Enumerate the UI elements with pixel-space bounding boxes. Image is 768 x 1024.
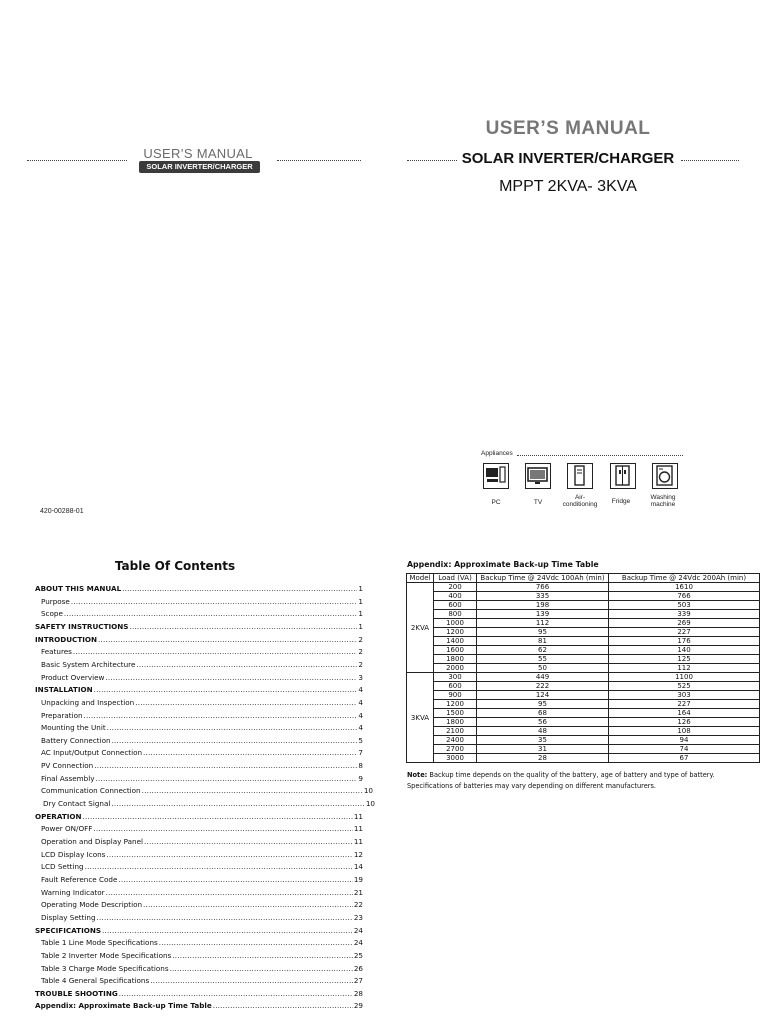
header-backup-100ah: Backup Time @ 24Vdc 100Ah (min) xyxy=(477,574,609,583)
toc-entry-page: 1 xyxy=(358,584,363,593)
toc-entry xyxy=(41,849,363,859)
load-cell: 600 xyxy=(434,682,477,691)
toc-leader-dots xyxy=(106,888,353,897)
backup-100ah-cell: 31 xyxy=(477,745,609,754)
toc-leader-dots xyxy=(98,635,357,644)
appendix-title: Appendix: Approximate Back-up Time Table xyxy=(407,560,599,569)
toc-entry-label: Power ON/OFF xyxy=(41,824,93,834)
toc-leader-dots xyxy=(136,660,357,669)
toc-entry-page: 8 xyxy=(358,761,363,771)
backup-100ah-cell: 55 xyxy=(477,655,609,664)
toc-entry-label: Table 1 Line Mode Specifications xyxy=(41,938,158,948)
tv-icon xyxy=(525,463,551,489)
note-line-2: Specifications of batteries may vary depending on different manufacturers. xyxy=(407,781,657,790)
toc-entry xyxy=(41,659,363,669)
load-cell: 1600 xyxy=(434,646,477,655)
toc-entry xyxy=(41,975,363,985)
backup-200ah-cell: 1610 xyxy=(609,583,760,592)
toc-entry-label: AC Input/Output Connection xyxy=(41,748,143,758)
toc-entry-page: 29 xyxy=(353,1001,363,1011)
table-row xyxy=(407,628,760,637)
toc-entry-label: SAFETY INSTRUCTIONS xyxy=(35,621,129,631)
toc-entry-page: 1 xyxy=(358,596,363,606)
backup-200ah-cell: 108 xyxy=(609,727,760,736)
toc-leader-dots xyxy=(143,748,357,757)
toc-leader-dots xyxy=(107,723,358,732)
backup-100ah-cell: 766 xyxy=(477,583,609,592)
backup-100ah-cell: 68 xyxy=(477,709,609,718)
toc-entry-page: 11 xyxy=(353,824,363,834)
backup-200ah-cell: 126 xyxy=(609,718,760,727)
toc-leader-dots xyxy=(142,786,363,795)
fridge-icon xyxy=(610,463,636,489)
appliance-label-tv: TV xyxy=(533,499,543,506)
toc-leader-dots xyxy=(112,736,358,745)
toc-leader-dots xyxy=(64,609,358,618)
backup-100ah-cell: 139 xyxy=(477,610,609,619)
toc-entry-page: 1 xyxy=(358,609,363,619)
toc-leader-dots xyxy=(73,647,358,656)
backup-200ah-cell: 67 xyxy=(609,754,760,763)
load-cell: 1800 xyxy=(434,718,477,727)
pc-icon xyxy=(483,463,509,489)
toc-entry-label: Battery Connection xyxy=(41,735,111,745)
toc-entry-label: INTRODUCTION xyxy=(35,634,98,644)
toc-entry-page: 24 xyxy=(353,925,363,935)
load-cell: 1200 xyxy=(434,628,477,637)
toc-entry xyxy=(41,672,363,682)
air-conditioner-icon xyxy=(567,463,593,489)
toc-entry-label: Preparation xyxy=(41,710,83,720)
toc-leader-dots xyxy=(93,824,352,833)
toc-leader-dots xyxy=(159,938,353,947)
load-cell: 300 xyxy=(434,673,477,682)
backup-100ah-cell: 95 xyxy=(477,700,609,709)
front-cover-subtitle: SOLAR INVERTER/CHARGER xyxy=(461,150,675,167)
backup-200ah-cell: 339 xyxy=(609,610,760,619)
toc-entry xyxy=(35,634,363,644)
toc-entry xyxy=(41,785,373,795)
toc-entry-label: Operation and Display Panel xyxy=(41,837,144,846)
toc-entry-page: 24 xyxy=(353,938,363,948)
toc-entry-label: Product Overview xyxy=(41,672,105,682)
toc-entry xyxy=(41,874,363,884)
backup-100ah-cell: 335 xyxy=(477,592,609,601)
backup-100ah-cell: 35 xyxy=(477,736,609,745)
toc-entry xyxy=(35,925,363,935)
toc-leader-dots xyxy=(119,989,353,998)
table-row xyxy=(407,691,760,700)
backup-100ah-cell: 56 xyxy=(477,718,609,727)
toc-entry-page: 10 xyxy=(363,786,373,796)
backup-100ah-cell: 62 xyxy=(477,646,609,655)
backup-100ah-cell: 112 xyxy=(477,619,609,628)
appliance-label-air-conditioning: Air- conditioning xyxy=(562,494,598,508)
toc-entry-page: 21 xyxy=(353,887,363,897)
table-row xyxy=(407,682,760,691)
backup-200ah-cell: 525 xyxy=(609,682,760,691)
toc-entry xyxy=(41,608,363,618)
backup-200ah-cell: 227 xyxy=(609,628,760,637)
model-cell: 2KVA xyxy=(407,583,434,673)
appendix-note xyxy=(407,770,757,791)
toc-entry xyxy=(41,861,363,871)
load-cell: 2100 xyxy=(434,727,477,736)
toc-entry xyxy=(41,747,363,757)
table-row xyxy=(407,592,760,601)
toc-entry-label: LCD Display Icons xyxy=(41,849,106,859)
toc-entry xyxy=(35,988,363,998)
load-cell: 1400 xyxy=(434,637,477,646)
backup-200ah-cell: 74 xyxy=(609,745,760,754)
toc-entry-label: Final Assembly xyxy=(41,773,95,783)
toc-entry-page: 11 xyxy=(353,837,363,846)
front-cover-right-rule xyxy=(681,160,739,161)
toc-leader-dots xyxy=(96,774,358,783)
backup-100ah-cell: 48 xyxy=(477,727,609,736)
toc-entry-page: 27 xyxy=(353,976,363,986)
toc-leader-dots xyxy=(122,584,357,593)
backup-200ah-cell: 766 xyxy=(609,592,760,601)
toc-entry-label: Purpose xyxy=(41,596,70,606)
backup-100ah-cell: 50 xyxy=(477,664,609,673)
toc-entry-label: Fault Reference Code xyxy=(41,874,118,884)
toc-leader-dots xyxy=(84,711,358,720)
backup-100ah-cell: 95 xyxy=(477,628,609,637)
toc-leader-dots xyxy=(143,900,353,909)
toc-entry-label: Features xyxy=(41,647,72,657)
backup-200ah-cell: 94 xyxy=(609,736,760,745)
table-row xyxy=(407,709,760,718)
backup-100ah-cell: 124 xyxy=(477,691,609,700)
toc-entry-page: 14 xyxy=(353,862,363,872)
toc-entry xyxy=(41,596,363,606)
toc-leader-dots xyxy=(135,698,357,707)
toc-entry xyxy=(35,583,363,593)
washing-machine-icon xyxy=(652,463,678,489)
toc-entry xyxy=(41,760,363,770)
toc-leader-dots xyxy=(105,673,357,682)
toc-entry-label: Table 4 General Specifications xyxy=(41,976,150,986)
toc-entry-label: Basic System Architecture xyxy=(41,659,136,669)
load-cell: 1800 xyxy=(434,655,477,664)
toc-entry xyxy=(41,735,363,745)
toc-entry-page: 28 xyxy=(353,988,363,998)
header-backup-200ah: Backup Time @ 24Vdc 200Ah (min) xyxy=(609,574,760,583)
toc-entry xyxy=(35,811,363,821)
toc-entry-label: TROUBLE SHOOTING xyxy=(35,988,118,998)
toc-entry xyxy=(41,823,363,833)
table-row xyxy=(407,619,760,628)
toc-entry-page: 4 xyxy=(358,723,363,733)
backup-200ah-cell: 112 xyxy=(609,664,760,673)
table-row xyxy=(407,673,760,682)
load-cell: 600 xyxy=(434,601,477,610)
load-cell: 400 xyxy=(434,592,477,601)
appliance-label-washing-machine: Washing machine xyxy=(650,494,676,508)
load-cell: 3000 xyxy=(434,754,477,763)
toc-entry-label: Communication Connection xyxy=(41,786,141,796)
toc-entry-label: OPERATION xyxy=(35,811,82,821)
toc-entry-page: 2 xyxy=(358,647,363,657)
toc-entry-page: 25 xyxy=(353,950,363,960)
toc-entry-page: 26 xyxy=(353,963,363,973)
backup-200ah-cell: 1100 xyxy=(609,673,760,682)
backup-200ah-cell: 164 xyxy=(609,709,760,718)
toc-leader-dots xyxy=(97,913,353,922)
table-row xyxy=(407,754,760,763)
toc-leader-dots xyxy=(144,837,353,846)
back-cover-left-rule xyxy=(27,160,127,161)
table-row xyxy=(407,637,760,646)
toc-leader-dots xyxy=(94,685,358,694)
part-number: 420-00288-01 xyxy=(40,508,84,515)
toc-entry-page: 2 xyxy=(358,634,363,644)
back-cover-right-rule xyxy=(277,160,361,161)
backup-200ah-cell: 303 xyxy=(609,691,760,700)
toc-entry-page: 4 xyxy=(358,685,363,695)
toc-entry-label: INSTALLATION xyxy=(35,685,93,695)
toc-entry xyxy=(35,1000,363,1010)
toc-entry xyxy=(41,836,363,846)
toc-entry-page: 10 xyxy=(365,799,375,809)
toc-entry-page: 7 xyxy=(358,748,363,758)
toc-entry-label: Warning Indicator xyxy=(41,887,105,897)
backup-100ah-cell: 81 xyxy=(477,637,609,646)
toc-leader-dots xyxy=(170,964,353,973)
toc-entry xyxy=(41,773,363,783)
toc-entry-page: 3 xyxy=(358,672,363,682)
toc-entry xyxy=(41,963,363,973)
toc-leader-dots xyxy=(172,951,353,960)
backup-200ah-cell: 176 xyxy=(609,637,760,646)
toc-entry-label: Appendix: Approximate Back-up Time Table xyxy=(35,1001,212,1011)
toc-entry xyxy=(41,887,363,897)
front-cover-title: USER’S MANUAL xyxy=(485,118,651,139)
toc-entry-label: ABOUT THIS MANUAL xyxy=(35,584,122,593)
toc-entry xyxy=(41,646,363,656)
backup-100ah-cell: 28 xyxy=(477,754,609,763)
table-row xyxy=(407,727,760,736)
table-row xyxy=(407,718,760,727)
backup-200ah-cell: 503 xyxy=(609,601,760,610)
load-cell: 2000 xyxy=(434,664,477,673)
toc-entry-label: Dry Contact Signal xyxy=(43,799,111,809)
toc-entry xyxy=(41,697,363,707)
toc-leader-dots xyxy=(71,597,358,606)
toc-leader-dots xyxy=(106,850,352,859)
toc-entry-label: Operating Mode Description xyxy=(41,900,143,910)
table-row xyxy=(407,601,760,610)
toc-leader-dots xyxy=(118,875,352,884)
note-line-1: Backup time depends on the quality of the battery, age of battery and type of battery. xyxy=(429,771,715,779)
appliances-label: Appliances xyxy=(481,450,513,457)
load-cell: 2700 xyxy=(434,745,477,754)
load-cell: 800 xyxy=(434,610,477,619)
appliances-rule xyxy=(517,455,683,456)
backup-time-table xyxy=(406,573,760,763)
toc-entry-label: LCD Setting xyxy=(41,862,84,872)
backup-200ah-cell: 140 xyxy=(609,646,760,655)
toc-entry-page: 23 xyxy=(353,912,363,922)
toc-entry xyxy=(41,710,363,720)
table-row xyxy=(407,583,760,592)
load-cell: 1000 xyxy=(434,619,477,628)
appliance-label-pc: PC xyxy=(491,499,501,506)
toc-leader-dots xyxy=(129,622,357,631)
toc-entry-label: SPECIFICATIONS xyxy=(35,925,102,935)
toc-leader-dots xyxy=(102,926,353,935)
toc-entry-label: Table 2 Inverter Mode Specifications xyxy=(41,950,172,960)
toc-leader-dots xyxy=(150,976,353,985)
toc-entry-label: Scope xyxy=(41,609,63,619)
backup-100ah-cell: 449 xyxy=(477,673,609,682)
table-row xyxy=(407,646,760,655)
load-cell: 200 xyxy=(434,583,477,592)
table-row xyxy=(407,745,760,754)
toc-entry-page: 11 xyxy=(353,811,363,821)
table-row xyxy=(407,736,760,745)
table-row xyxy=(407,610,760,619)
load-cell: 1200 xyxy=(434,700,477,709)
back-cover-badge: SOLAR INVERTER/CHARGER xyxy=(139,161,260,173)
back-cover-title: USER’S MANUAL xyxy=(143,146,253,161)
front-cover-model: MPPT 2KVA- 3KVA xyxy=(499,178,637,195)
toc-entry xyxy=(41,950,363,960)
toc-entry-page: 2 xyxy=(358,659,363,669)
toc-entry-label: Table 3 Charge Mode Specifications xyxy=(41,963,169,973)
load-cell: 2400 xyxy=(434,736,477,745)
backup-100ah-cell: 222 xyxy=(477,682,609,691)
backup-200ah-cell: 125 xyxy=(609,655,760,664)
toc-entry-page: 22 xyxy=(353,900,363,910)
note-label: Note: xyxy=(407,771,428,779)
toc-title: Table Of Contents xyxy=(114,559,236,573)
toc-entry xyxy=(35,684,363,694)
toc-entry-page: 9 xyxy=(358,773,363,783)
toc-leader-dots xyxy=(213,1001,353,1010)
table-row xyxy=(407,655,760,664)
toc-entry-label: Unpacking and Inspection xyxy=(41,697,135,707)
toc-entry-page: 5 xyxy=(358,735,363,745)
toc-leader-dots xyxy=(85,862,353,871)
toc-entry-page: 1 xyxy=(358,621,363,631)
toc-leader-dots xyxy=(111,799,364,808)
toc-entry-page: 4 xyxy=(358,697,363,707)
toc-entry xyxy=(41,912,363,922)
toc-entry-page: 19 xyxy=(353,874,363,884)
header-model: Model xyxy=(407,574,434,583)
front-cover-left-rule xyxy=(407,160,457,161)
load-cell: 1500 xyxy=(434,709,477,718)
toc-leader-dots xyxy=(83,812,353,821)
toc-entry xyxy=(41,899,363,909)
toc-entry-page: 4 xyxy=(358,710,363,720)
backup-200ah-cell: 269 xyxy=(609,619,760,628)
table-row xyxy=(407,700,760,709)
toc-entry-label: Mounting the Unit xyxy=(41,723,106,733)
load-cell: 900 xyxy=(434,691,477,700)
model-cell: 3KVA xyxy=(407,673,434,763)
toc-leader-dots xyxy=(94,761,357,770)
backup-time-header-row xyxy=(407,574,760,583)
toc-entry xyxy=(35,621,363,631)
header-load: Load (VA) xyxy=(434,574,477,583)
appliance-label-fridge: Fridge xyxy=(611,498,631,505)
toc-entry xyxy=(43,798,375,808)
backup-200ah-cell: 227 xyxy=(609,700,760,709)
table-row xyxy=(407,664,760,673)
backup-100ah-cell: 198 xyxy=(477,601,609,610)
toc-entry-page: 12 xyxy=(353,849,363,859)
toc-entry xyxy=(41,937,363,947)
toc-entry-label: PV Connection xyxy=(41,761,94,771)
toc-entry xyxy=(41,722,363,732)
toc-entry-label: Display Setting xyxy=(41,912,96,922)
